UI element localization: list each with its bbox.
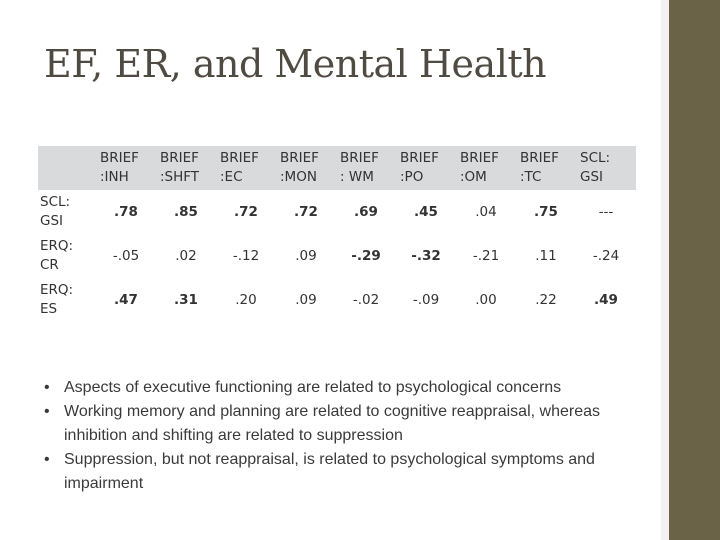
table-cell: .78: [114, 204, 138, 220]
table-cell: .72: [294, 204, 318, 220]
table-cell: .00: [475, 292, 497, 308]
table-cell: .69: [354, 204, 378, 220]
table-cell: .11: [535, 248, 557, 264]
table-cell: .85: [174, 204, 198, 220]
table-cell: .72: [234, 204, 258, 220]
table-cell: -.12: [232, 248, 260, 264]
row-label: ERQ: CR: [40, 238, 74, 273]
table-cell: -.24: [592, 248, 620, 264]
table-cell: .75: [534, 204, 558, 220]
header-cell: BRIEF :EC: [220, 150, 259, 185]
bullet-item: • Working memory and planning are related to cognitive reappraisal, whereas inhibition and shifting are related to suppression: [40, 400, 650, 448]
table-cell: -.29: [351, 248, 381, 264]
row-label: ERQ: ES: [40, 282, 74, 317]
header-cell: BRIEF :INH: [100, 150, 139, 185]
header-cell: BRIEF :PO: [400, 150, 439, 185]
table-cell: .49: [594, 292, 618, 308]
header-cell: BRIEF : WM: [340, 150, 379, 185]
table-cell: .09: [295, 292, 317, 308]
table-cell: -.02: [352, 292, 380, 308]
row-label: SCL: GSI: [40, 194, 71, 229]
table-cell: .22: [535, 292, 557, 308]
table-cell: -.09: [412, 292, 440, 308]
table-cell: -.32: [411, 248, 441, 264]
correlation-table: [38, 146, 636, 322]
table-cell: .45: [414, 204, 438, 220]
table-cell: .31: [174, 292, 198, 308]
table-cell: .20: [235, 292, 257, 308]
table-cell: .47: [114, 292, 138, 308]
table-header-row: [38, 146, 636, 190]
header-cell: BRIEF :MON: [280, 150, 319, 185]
bullet-item: • Aspects of executive functioning are related to psychological concerns: [40, 376, 650, 400]
header-cell: BRIEF :TC: [520, 150, 559, 185]
table-cell: .02: [175, 248, 197, 264]
decorative-divider: [661, 0, 669, 540]
header-cell: SCL: GSI: [580, 150, 611, 185]
table-cell: .04: [475, 204, 497, 220]
table-row: [38, 278, 636, 322]
table-row: [38, 234, 636, 278]
table-cell: ---: [598, 204, 614, 220]
table-row: [38, 190, 636, 234]
header-cell: BRIEF :OM: [460, 150, 499, 185]
decorative-side-bar: [669, 0, 720, 540]
slide-title: EF, ER, and Mental Health: [44, 42, 547, 86]
header-cell: BRIEF :SHFT: [160, 150, 200, 185]
header-cell-empty: [38, 146, 96, 190]
correlation-table-container: [38, 146, 636, 322]
bullet-list: [40, 376, 650, 496]
bullet-item: • Suppression, but not reappraisal, is related to psychological symptoms and impairment: [40, 448, 650, 496]
table-cell: -.05: [112, 248, 140, 264]
table-cell: -.21: [472, 248, 500, 264]
table-cell: .09: [295, 248, 317, 264]
